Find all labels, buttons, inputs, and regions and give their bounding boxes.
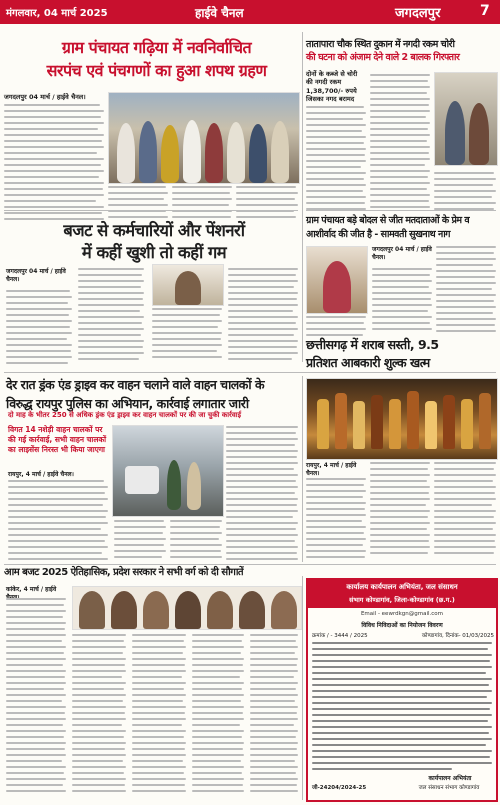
notice-signoff: कार्यपालन अभियंता (428, 775, 472, 782)
story5-subhead-line1: दो माह के भीतर 250 से अधिक ड्रंक एंड ड्राइव कर वाहन चालकों पर की जा चुकी कार्रवाई (8, 411, 242, 419)
story2-headline (306, 40, 498, 63)
masthead-bar (0, 0, 500, 24)
notice-ref-number: क्रमांक / - 3444 / 2025 (312, 633, 368, 639)
masthead-page-number: 7 (480, 3, 490, 19)
story6-headline-line2: प्रतिशत आबकारी शुल्क खत्म (306, 355, 430, 371)
story6-headline (306, 338, 498, 369)
story4-headline-line1: ग्राम पंचायत बड़े बोदल से जीत मतदाताओं के प्रेम व (306, 215, 470, 226)
story6-liquor-shelf-photo (306, 378, 498, 460)
notice-ref-date: कोण्डागांव, दिनांक- 01/03/2025 (421, 633, 494, 639)
masthead-city: जगदलपुर (395, 6, 441, 21)
story1-group-photo (108, 92, 300, 184)
masthead-date: मंगलवार, 04 मार्च 2025 (6, 8, 108, 19)
story5-police-checkpoint-photo (112, 425, 224, 517)
story1-dateline: जगदलपुर 04 मार्च / हाईवे चैनल। (4, 93, 86, 101)
row-divider (306, 210, 496, 211)
notice-office-sub: संभाग कोण्डागांव, जिला-कोण्डागांव (छ.ग.) (349, 596, 455, 604)
notice-office-title: कार्यालय कार्यपालन अभियंता, जल संसाधन (346, 583, 458, 591)
column-divider (302, 376, 303, 562)
story4-dateline: जगदलपुर 04 मार्च / हाईवे चैनल। (372, 246, 432, 261)
story3-headline-line1: बजट से कर्मचारियों और पेंशनरों (63, 221, 245, 240)
story6-headline-line1: छत्तीसगढ़ में शराब सस्ती, 9.5 (306, 337, 439, 352)
story3-headline-line2: में कहीं खुशी तो कहीं गम (81, 243, 227, 263)
story5-subhead-left: विगत 14 नशेड़ी वाहन चालकों पर की गई कार्रवाई, सभी वाहन चालकों का लाइसेंस निरस्त भी किया जाएगा (8, 425, 107, 455)
notice-signoff-sub: जल संसाधन संभाग कोण्डागांव (418, 785, 480, 791)
story3-dateline: जगदलपुर 04 मार्च / हाईवे चैनल। (6, 268, 66, 283)
story6-dateline: रायपुर, 4 मार्च / हाईवे चैनल। (306, 462, 357, 477)
row-divider (4, 564, 496, 565)
story7-headline: आम बजट 2025 ऐतिहासिक, प्रदेश सरकार ने सभी वर्ग को दी सौगातें (4, 567, 244, 578)
story2-arrest-photo (434, 72, 498, 166)
story4-headline-line2: आशीर्वाद की जीत है - सामवती सुखनाथ नाग (306, 228, 451, 240)
story4-headline (306, 216, 498, 240)
story3-portrait-photo (152, 264, 224, 306)
story2-headline-line2: की घटना को अंजाम देने वाले 2 बालक गिरफ्तार (306, 51, 460, 63)
notice-section-title: विविध निविदाओं का नियोजन विवरण (361, 622, 443, 629)
story7-portraits-strip (72, 586, 302, 630)
story2-headline-line1: तातापारा चौक स्थित दुकान में नगदी रकम चोरी (306, 39, 455, 50)
row-divider (4, 372, 496, 373)
story4-candidate-photo (306, 246, 368, 314)
story5-headline (6, 378, 296, 410)
story3-headline (8, 222, 300, 262)
story5-dateline: रायपुर, 4 मार्च / हाईवे चैनल। (8, 471, 74, 478)
story5-headline-line1: देर रात ड्रंक एंड ड्राइव कर वाहन चलाने वाले वाहन चालकों के (6, 377, 265, 392)
column-divider (302, 576, 303, 800)
story5-headline-line2: विरुद्ध रायपुर पुलिस का अभियान, कार्रवाई लगातार जारी (6, 396, 249, 412)
story1-headline-line2: सरपंच एवं पंचगणों का हुआ शपथ ग्रहण (46, 60, 267, 80)
story2-subhead: दोनों के कब्जे से चोरी की नगदी रकम 1,38,700/- रुपये जिसका नगद बरामद (306, 70, 358, 104)
story1-headline-line1: ग्राम पंचायत गढ़िया में नवनिर्वाचित (61, 38, 252, 57)
story1-headline (14, 40, 299, 80)
masthead-brand: हाईवे चैनल (195, 6, 244, 20)
column-divider (302, 32, 303, 362)
row-divider (4, 210, 298, 211)
notice-code: जी-24204/2024-25 (312, 785, 367, 791)
story7-dateline: कांकेर, 4 मार्च / हाईवे (6, 586, 57, 593)
tender-notice-box (306, 578, 498, 802)
notice-header-bar (308, 580, 496, 608)
notice-email: Email - eewrdkgn@gmail.com (360, 611, 444, 617)
